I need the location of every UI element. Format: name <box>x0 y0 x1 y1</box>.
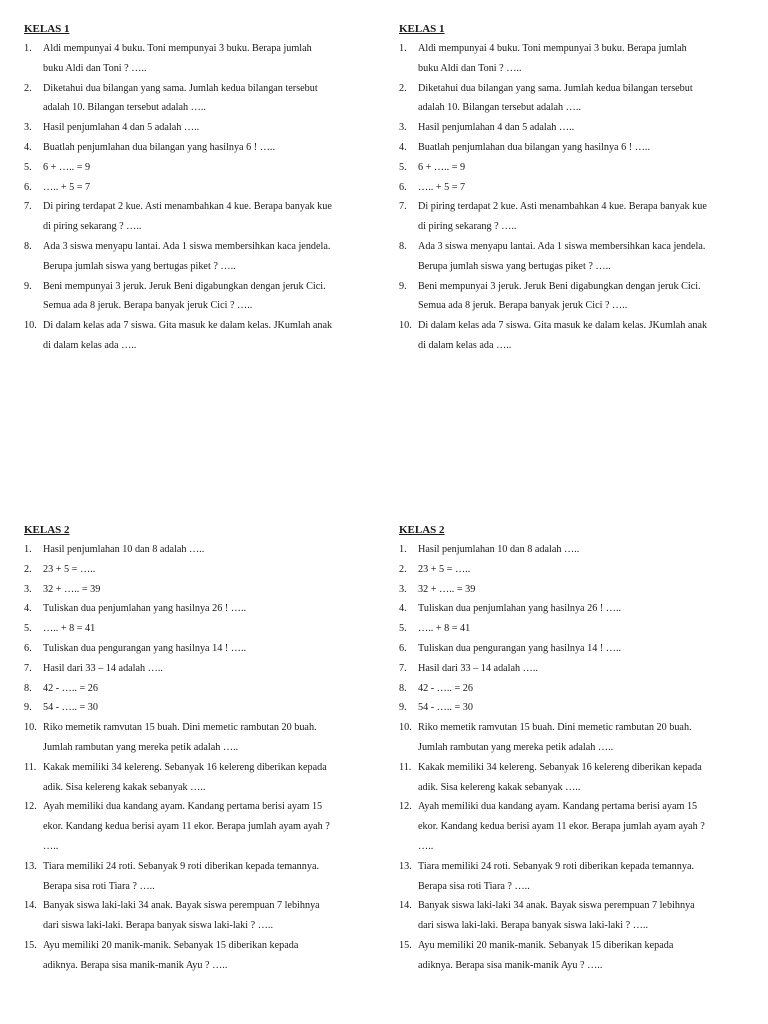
question-item <box>399 316 759 356</box>
question-text: Aldi mempunyai 4 buku. Toni mempunyai 3 buku. Berapa jumlah buku Aldi dan Toni ? ….. <box>43 43 312 74</box>
question-text: 42 - ….. = 26 <box>418 682 473 694</box>
question-item <box>24 580 384 600</box>
question-text: Buatlah penjumlahan dua bilangan yang hasilnya 6 ! ….. <box>418 141 650 153</box>
question-number: 4. <box>399 603 407 615</box>
question-number: 2. <box>24 563 32 575</box>
question-item <box>24 659 384 679</box>
question-text: Beni mempunyai 3 jeruk. Jeruk Beni digabungkan dengan jeruk Cici. Semua ada 8 jeruk. Berapa banyak jeruk Cici ? ….. <box>418 280 701 312</box>
question-text: Aldi mempunyai 4 buku. Toni mempunyai 3 buku. Berapa jumlah buku Aldi dan Toni ? ….. <box>418 43 687 74</box>
kelas1-question-list <box>24 39 384 356</box>
question-item <box>24 277 384 317</box>
question-item <box>399 599 759 619</box>
question-item <box>24 619 384 639</box>
question-text: Kakak memiliki 34 kelereng. Sebanyak 16 kelereng diberikan kepada adik. Sisa kelereng kakak sebanyak ….. <box>418 761 702 793</box>
question-text: Ayu memiliki 20 manik-manik. Sebanyak 15 diberikan kepada adiknya. Berapa sisa manik-manik Ayu ? ….. <box>43 939 299 971</box>
question-number: 6. <box>24 642 32 654</box>
question-number: 12. <box>399 801 412 813</box>
question-item <box>399 197 759 237</box>
kelas2-title: KELAS 2 <box>399 524 445 536</box>
question-number: 15. <box>399 939 412 951</box>
question-text: Hasil dari 33 – 14 adalah ….. <box>43 662 163 674</box>
question-number: 8. <box>24 240 32 252</box>
kelas1-title: KELAS 1 <box>399 23 445 35</box>
question-item <box>399 718 759 758</box>
question-number: 8. <box>399 682 407 694</box>
question-text: 23 + 5 = ….. <box>418 563 471 575</box>
question-number: 13. <box>399 860 412 872</box>
question-number: 14. <box>399 900 412 912</box>
question-number: 3. <box>399 122 407 134</box>
question-number: 10. <box>24 320 37 332</box>
question-item <box>399 679 759 699</box>
question-number: 11. <box>399 761 412 773</box>
question-item <box>24 540 384 560</box>
question-text: Tuliskan dua penjumlahan yang hasilnya 26 ! ….. <box>418 603 622 615</box>
question-text: Tuliskan dua pengurangan yang hasilnya 14 ! ….. <box>418 642 622 654</box>
question-text: 54 - ….. = 30 <box>418 702 473 714</box>
question-item <box>24 857 384 897</box>
question-number: 5. <box>24 161 32 173</box>
question-text: Ayah memiliki dua kandang ayam. Kandang pertama berisi ayam 15 ekor. Kandang kedua berisi ayam 11 ekor. Berapa jumlah ayam ayah ? ….. <box>43 801 330 852</box>
question-text: Tiara memiliki 24 roti. Sebanyak 9 roti diberikan kepada temannya. Berapa sisa roti Tiara ? ….. <box>43 860 320 892</box>
question-item <box>24 698 384 718</box>
question-number: 2. <box>399 563 407 575</box>
question-number: 9. <box>24 702 32 714</box>
question-text: Kakak memiliki 34 kelereng. Sebanyak 16 kelereng diberikan kepada adik. Sisa kelereng kakak sebanyak ….. <box>43 761 327 793</box>
kelas2-question-list <box>24 540 384 976</box>
question-item <box>399 797 759 856</box>
question-item <box>24 79 384 119</box>
question-item <box>24 639 384 659</box>
question-text: Diketahui dua bilangan yang sama. Jumlah kedua bilangan tersebut adalah 10. Bilangan tersebut adalah ….. <box>43 82 318 114</box>
question-number: 4. <box>24 141 32 153</box>
question-text: 32 + ….. = 39 <box>43 583 101 595</box>
question-text: Di piring terdapat 2 kue. Asti menambahkan 4 kue. Berapa banyak kue di piring sekarang ? ….. <box>43 201 332 233</box>
question-item <box>24 599 384 619</box>
question-item <box>24 718 384 758</box>
question-number: 5. <box>24 623 32 635</box>
question-number: 15. <box>24 939 37 951</box>
question-item <box>399 39 759 79</box>
question-number: 8. <box>399 240 407 252</box>
question-text: Riko memetik ramvutan 15 buah. Dini memetic rambutan 20 buah. Jumlah rambutan yang mereka petik adalah ….. <box>418 722 692 753</box>
kelas2-title: KELAS 2 <box>24 524 70 536</box>
question-item <box>399 79 759 119</box>
question-item <box>24 936 384 976</box>
question-text: Tiara memiliki 24 roti. Sebanyak 9 roti diberikan kepada temannya. Berapa sisa roti Tiara ? ….. <box>418 860 695 892</box>
question-item <box>399 758 759 798</box>
kelas1-title: KELAS 1 <box>24 23 70 35</box>
question-number: 6. <box>399 642 407 654</box>
question-item <box>399 560 759 580</box>
question-number: 7. <box>24 662 32 674</box>
question-number: 13. <box>24 860 37 872</box>
question-number: 11. <box>24 761 37 773</box>
question-number: 1. <box>24 544 32 555</box>
question-number: 9. <box>24 280 32 292</box>
question-item <box>399 138 759 158</box>
question-item <box>399 857 759 897</box>
question-item <box>24 158 384 178</box>
question-number: 1. <box>24 43 32 54</box>
question-text: Tuliskan dua penjumlahan yang hasilnya 26 ! ….. <box>43 603 247 615</box>
question-text: Ayu memiliki 20 manik-manik. Sebanyak 15 diberikan kepada adiknya. Berapa sisa manik-manik Ayu ? ….. <box>418 939 674 971</box>
question-item <box>399 580 759 600</box>
question-item <box>24 118 384 138</box>
question-number: 8. <box>24 682 32 694</box>
question-number: 10. <box>399 722 412 734</box>
kelas2-section-right <box>399 524 759 976</box>
question-text: 42 - ….. = 26 <box>43 682 98 694</box>
question-item <box>399 178 759 198</box>
question-text: 32 + ….. = 39 <box>418 583 476 595</box>
question-text: ….. + 5 = 7 <box>43 181 91 193</box>
question-text: Ada 3 siswa menyapu lantai. Ada 1 siswa membersihkan kaca jendela. Berupa jumlah siswa yang bertugas piket ? ….. <box>43 240 331 272</box>
question-number: 6. <box>399 181 407 193</box>
question-text: Hasil penjumlahan 10 dan 8 adalah ….. <box>418 544 580 555</box>
question-number: 2. <box>399 82 407 94</box>
question-number: 4. <box>24 603 32 615</box>
question-item <box>24 237 384 277</box>
question-text: Di piring terdapat 2 kue. Asti menambahkan 4 kue. Berapa banyak kue di piring sekarang ? ….. <box>418 201 707 233</box>
question-number: 9. <box>399 702 407 714</box>
question-text: Di dalam kelas ada 7 siswa. Gita masuk ke dalam kelas. JKumlah anak di dalam kelas ada ….. <box>418 320 708 351</box>
question-text: ….. + 8 = 41 <box>43 623 96 635</box>
question-item <box>399 659 759 679</box>
question-item <box>399 639 759 659</box>
question-number: 10. <box>399 320 412 332</box>
kelas1-section-left <box>24 23 384 356</box>
question-text: Ayah memiliki dua kandang ayam. Kandang pertama berisi ayam 15 ekor. Kandang kedua berisi ayam 11 ekor. Berapa jumlah ayam ayah ? ….. <box>418 801 705 852</box>
question-text: ….. + 5 = 7 <box>418 181 466 193</box>
question-text: Hasil penjumlahan 10 dan 8 adalah ….. <box>43 544 205 555</box>
question-text: 6 + ….. = 9 <box>43 161 91 173</box>
question-text: Hasil penjumlahan 4 dan 5 adalah ….. <box>418 122 575 134</box>
question-text: Diketahui dua bilangan yang sama. Jumlah kedua bilangan tersebut adalah 10. Bilangan tersebut adalah ….. <box>418 82 693 114</box>
question-text: 6 + ….. = 9 <box>418 161 466 173</box>
question-number: 3. <box>399 583 407 595</box>
question-item <box>399 698 759 718</box>
question-text: Buatlah penjumlahan dua bilangan yang hasilnya 6 ! ….. <box>43 141 275 153</box>
question-item <box>24 316 384 356</box>
question-number: 7. <box>399 201 407 213</box>
question-number: 7. <box>24 201 32 213</box>
question-number: 3. <box>24 122 32 134</box>
kelas2-question-list <box>399 540 759 976</box>
question-number: 1. <box>399 544 407 555</box>
question-text: 23 + 5 = ….. <box>43 563 96 575</box>
question-number: 6. <box>24 181 32 193</box>
question-number: 2. <box>24 82 32 94</box>
question-number: 9. <box>399 280 407 292</box>
question-number: 1. <box>399 43 407 54</box>
question-item <box>24 560 384 580</box>
question-number: 10. <box>24 722 37 734</box>
question-number: 5. <box>399 623 407 635</box>
question-item <box>24 758 384 798</box>
question-text: Banyak siswa laki-laki 34 anak. Bayak siswa perempuan 7 lebihnya dari siswa laki-laki. Berapa banyak siswa laki-laki ? ….. <box>43 900 320 932</box>
question-item <box>399 936 759 976</box>
question-number: 14. <box>24 900 37 912</box>
question-item <box>399 237 759 277</box>
question-text: Hasil penjumlahan 4 dan 5 adalah ….. <box>43 122 200 134</box>
question-text: Banyak siswa laki-laki 34 anak. Bayak siswa perempuan 7 lebihnya dari siswa laki-laki. Berapa banyak siswa laki-laki ? ….. <box>418 900 695 932</box>
question-item <box>24 178 384 198</box>
question-text: Hasil dari 33 – 14 adalah ….. <box>418 662 538 674</box>
question-text: Riko memetik ramvutan 15 buah. Dini memetic rambutan 20 buah. Jumlah rambutan yang mereka petik adalah ….. <box>43 722 317 753</box>
question-item <box>24 679 384 699</box>
question-number: 12. <box>24 801 37 813</box>
question-number: 3. <box>24 583 32 595</box>
question-item <box>399 118 759 138</box>
question-text: Tuliskan dua pengurangan yang hasilnya 14 ! ….. <box>43 642 247 654</box>
question-item <box>399 619 759 639</box>
question-item <box>24 896 384 936</box>
question-item <box>24 138 384 158</box>
question-text: Beni mempunyai 3 jeruk. Jeruk Beni digabungkan dengan jeruk Cici. Semua ada 8 jeruk. Berapa banyak jeruk Cici ? ….. <box>43 280 326 312</box>
question-item <box>24 39 384 79</box>
kelas2-section-left <box>24 524 384 976</box>
question-text: 54 - ….. = 30 <box>43 702 98 714</box>
question-number: 5. <box>399 161 407 173</box>
question-number: 7. <box>399 662 407 674</box>
question-item <box>399 277 759 317</box>
kelas1-section-right <box>399 23 759 356</box>
question-item <box>24 197 384 237</box>
question-item <box>399 896 759 936</box>
question-text: Di dalam kelas ada 7 siswa. Gita masuk ke dalam kelas. JKumlah anak di dalam kelas ada ….. <box>43 320 333 351</box>
question-item <box>399 158 759 178</box>
question-text: Ada 3 siswa menyapu lantai. Ada 1 siswa membersihkan kaca jendela. Berupa jumlah siswa yang bertugas piket ? ….. <box>418 240 706 272</box>
question-number: 4. <box>399 141 407 153</box>
question-text: ….. + 8 = 41 <box>418 623 471 635</box>
question-item <box>399 540 759 560</box>
question-item <box>24 797 384 856</box>
kelas1-question-list <box>399 39 759 356</box>
